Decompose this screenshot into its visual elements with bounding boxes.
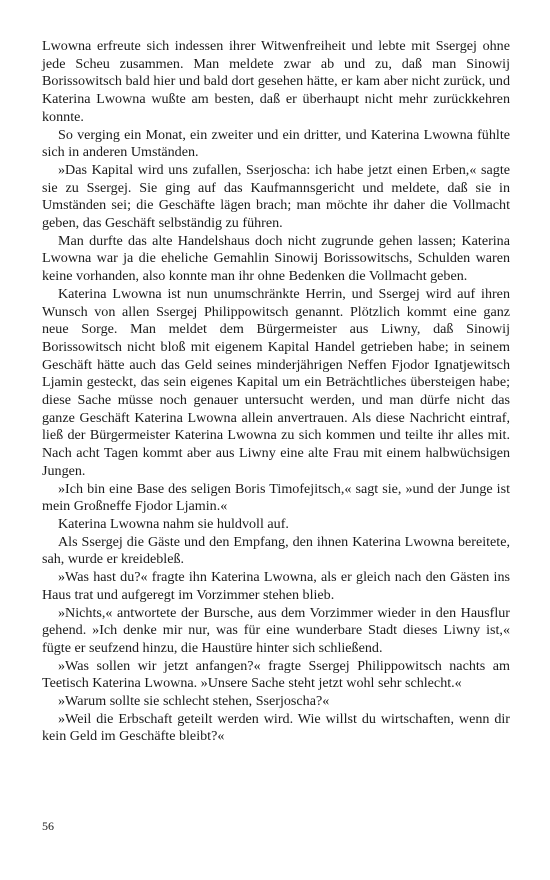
paragraph: »Was hast du?« fragte ihn Katerina Lwowna, als er gleich nach den Gästen ins Haus trat und aufgeregt im Vorzimmer stehen blieb. [42, 569, 510, 603]
paragraph: Katerina Lwowna ist nun unumschränkte Herrin, und Ssergej wird auf ihren Wunsch von allen Ssergej Philippowitsch genannt. Plötzlich kommt eine ganz neue Sorge. Man meldet dem Bürgermeister aus Liwny, daß Sinowij Borissowitsch nicht bloß mit eigenem Kapital Handel getrieben habe; in seinem Geschäft hätte auch das Geld seines minderjährigen Neffen Fjodor Ignatjewitsch Ljamin gesteckt, das sein eigenes Kapital um ein Beträchtliches übersteigen habe; diese Sache müsse noch genauer untersucht werden, und man dürfe nicht das ganze Geschäft Katerina Lwowna allein anvertrauen. Als diese Nachricht eintraf, ließ der Bürgermeister Katerina Lwowna zu sich kommen und teilte ihr alles mit. Nach acht Tagen kommt aber aus Liwny eine alte Frau mit einem halbwüchsigen Jungen. [42, 285, 510, 479]
paragraph: »Was sollen wir jetzt anfangen?« fragte Ssergej Philippowitsch nachts am Teetisch Katerina Lwowna. »Unsere Sache steht jetzt wohl sehr schlecht.« [42, 657, 510, 692]
paragraph: Als Ssergej die Gäste und den Empfang, den ihnen Katerina Lwowna bereitete, sah, wurde er kreidebleß. [42, 533, 510, 568]
paragraph: Man durfte das alte Handelshaus doch nicht zugrunde gehen lassen; Katerina Lwowna war ja die eheliche Gemahlin Sinowij Borissowitschs, Schulden waren keine vorhanden, also konnte man ihr ohne Bedenken die Vollmacht geben. [42, 232, 510, 285]
paragraph: »Ich bin eine Base des seligen Boris Timofejitsch,« sagt sie, »und der Junge ist mein Großneffe Fjodor Ljamin.« [42, 480, 510, 515]
paragraph: So verging ein Monat, ein zweiter und ein dritter, und Katerina Lwowna fühlte sich in anderen Umständen. [42, 126, 510, 161]
paragraph: Katerina Lwowna nahm sie huldvoll auf. [58, 515, 289, 532]
paragraph: »Weil die Erbschaft geteilt werden wird. Wie willst du wirtschaften, wenn dir kein Geld im Geschäfte bleibt?« [42, 710, 510, 745]
paragraph: »Nichts,« antwortete der Bursche, aus dem Vorzimmer wieder in den Hausflur gehend. »Ich denke mir nur, was für eine wunderbare Stadt dieses Liwny ist,« fügte er seufzend hinzu, die Haustüre hinter sich schließend. [42, 604, 510, 656]
page-number: 56 [42, 819, 54, 833]
paragraph: »Das Kapital wird uns zufallen, Sserjoscha: ich habe jetzt einen Erben,« sagte sie zu Ssergej. Sie ging auf das Kaufmannsgericht und meldete, daß sie in Umständen sei; die Geschäfte lägen brach; man möchte ihr daher die Vollmacht geben, das Geschäft selbständig zu führen. [42, 161, 510, 232]
paragraph: Lwowna erfreute sich indessen ihrer Witwenfreiheit und lebte mit Ssergej ohne jede Scheu zusammen. Man meldete zwar ab und zu, daß man Sinowij Borissowitsch bald hier und bald dort gesehen hätte, er kam aber nicht zurück, und Katerina Lwowna wußte am besten, daß er überhaupt nicht mehr zurückkehren konnte. [42, 38, 510, 125]
book-page-body [42, 38, 510, 746]
paragraph: »Warum sollte sie schlecht stehen, Sserjoscha?« [58, 693, 330, 710]
